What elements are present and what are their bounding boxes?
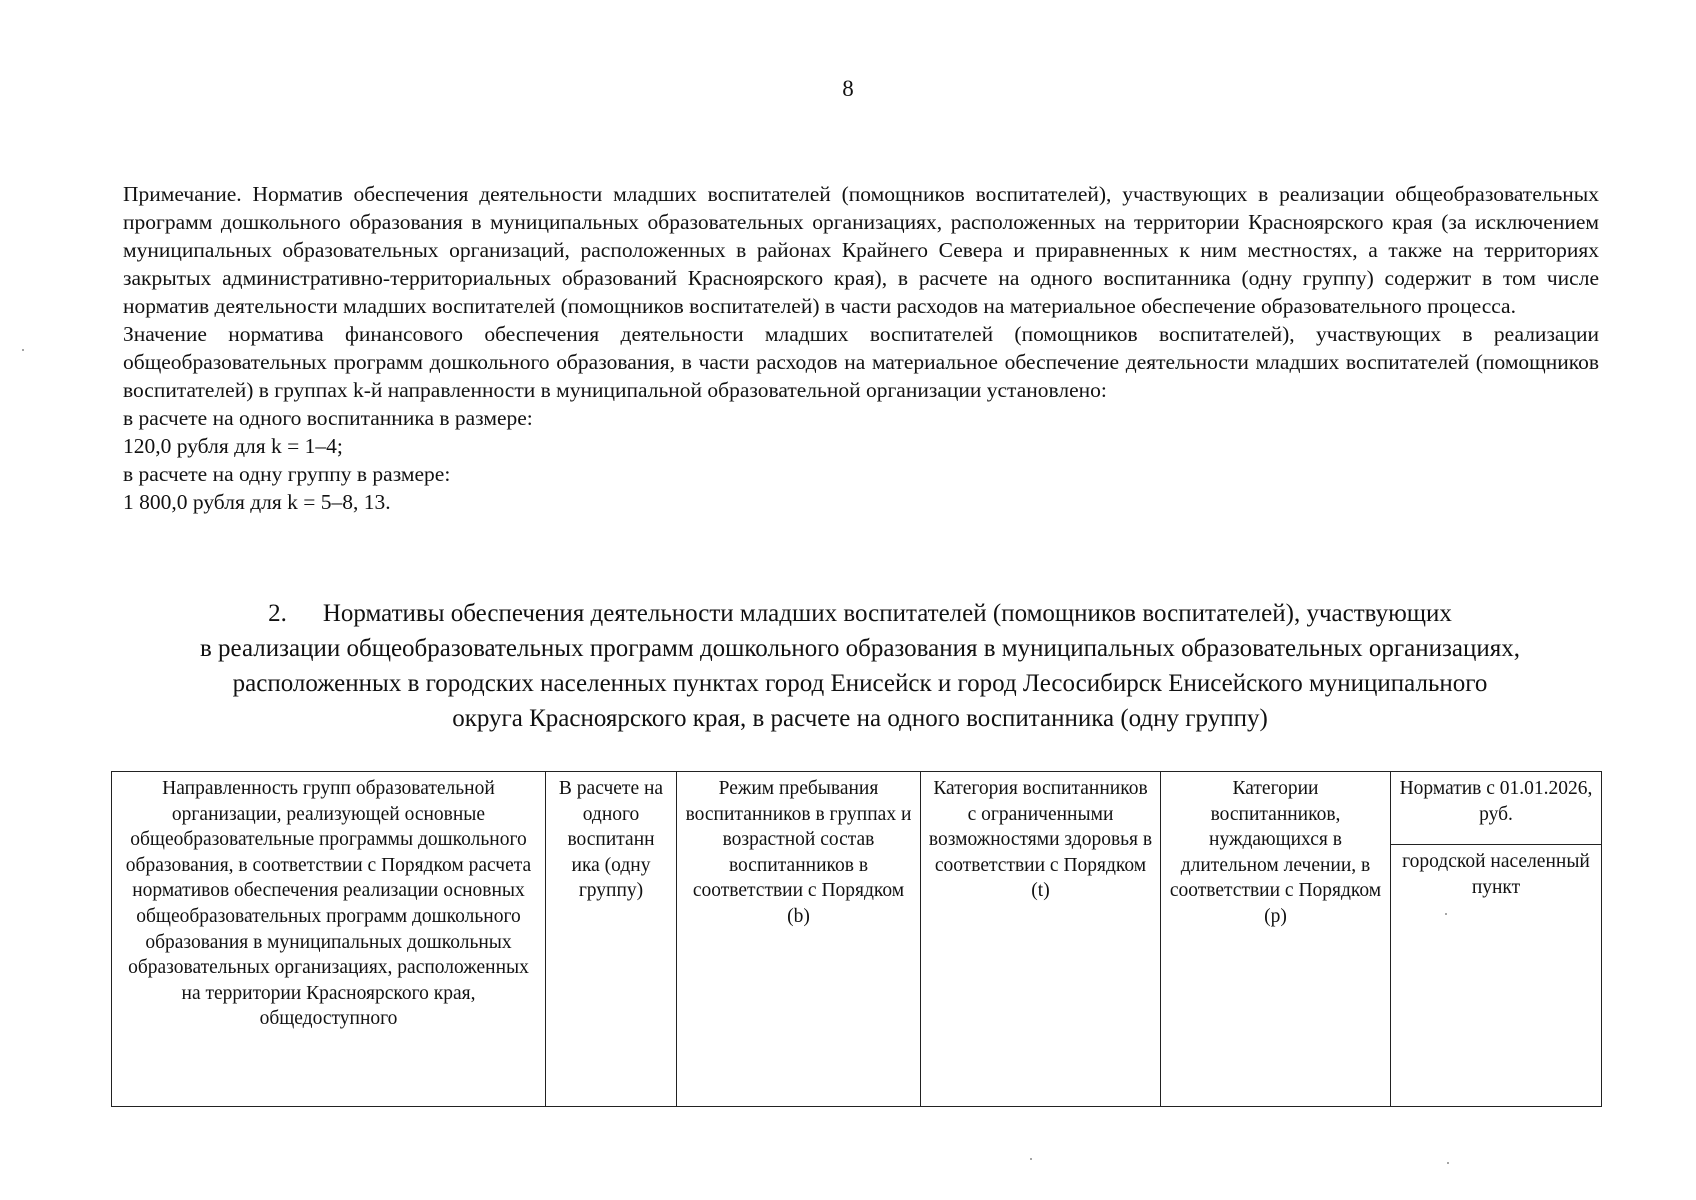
section-title-line-1 <box>110 596 1610 631</box>
header-per-unit: В расчете на одного воспитанн ика (одну группу) <box>546 772 677 1107</box>
page-number: 8 <box>842 76 854 101</box>
note-block <box>123 180 1599 516</box>
header-health-category: Категория воспитанников с ограниченными возможностями здоровья в соответствии с Порядком (t) <box>921 772 1161 1107</box>
header-direction: Направленность групп образовательной организации, реализующей основные общеобразовательные программы дошкольного образования, в соответствии с Порядком расчета нормативов обеспечения реализации основных общеобразовательных программ дошкольного образования в муниципальных дошкольных образовательных организациях, расположенных на территории Красноярского края, общедоступного <box>112 772 546 1107</box>
section-number: 2. <box>268 600 287 627</box>
header-stay-mode: Режим пребывания воспитанников в группах и возрастной состав воспитанников в соответствии с Порядком (b) <box>677 772 921 1107</box>
section-title-text-1: Нормативы обеспечения деятельности младших воспитателей (помощников воспитателей), участвующих <box>322 600 1452 627</box>
norm-table <box>111 771 1602 1107</box>
note-paragraph: Примечание. Норматив обеспечения деятельности младших воспитателей (помощников воспитателей), участвующих в реализации общеобразовательных программ дошкольного образования в муниципальных образовательных организациях, расположенных на территории Красноярского края (за исключением муниципальных образовательных организаций, расположенных в районах Крайнего Севера и приравненных к ним местностях, а также на территориях закрытых административно-территориальных образований Красноярского края), в расчете на одного воспитанника (одну группу) содержит в том числе норматив деятельности младших воспитателей (помощников воспитателей) в части расходов на материальное обеспечение образовательного процесса. <box>123 182 1599 318</box>
per-group-value: 1 800,0 рубля для k = 5–8, 13. <box>123 490 391 514</box>
header-treatment-category: Категории воспитанников, нуждающихся в длительном лечении, в соответствии с Порядком (p) <box>1161 772 1391 1107</box>
norm-value-paragraph: Значение норматива финансового обеспечения деятельности младших воспитателей (помощников воспитателей), участвующих в реализации общеобразовательных программ дошкольного образования, в части расходов на материальное обеспечение деятельности младших воспитателей (помощников воспитателей) в группах k-й направленности в муниципальной образовательной организации установлено: <box>123 322 1599 402</box>
section-title <box>110 596 1610 736</box>
scan-speck <box>1447 1162 1449 1164</box>
header-norm: Норматив с 01.01.2026, руб. <box>1391 772 1602 845</box>
per-group-label: в расчете на одну группу в размере: <box>123 462 451 486</box>
per-child-label: в расчете на одного воспитанника в размере: <box>123 406 533 430</box>
scan-speck <box>1445 913 1447 915</box>
scan-speck <box>1030 1158 1032 1160</box>
scan-speck <box>22 349 24 351</box>
section-title-line-4: округа Красноярского края, в расчете на одного воспитанника (одну группу) <box>452 705 1268 732</box>
section-title-line-2: в реализации общеобразовательных программ дошкольного образования в муниципальных образовательных организациях, <box>199 635 1520 662</box>
header-urban-settlement: городской населенный пункт <box>1391 845 1602 1107</box>
per-child-value: 120,0 рубля для k = 1–4; <box>123 434 343 458</box>
section-title-line-3: расположенных в городских населенных пунктах город Енисейск и город Лесосибирск Енисейского муниципального <box>232 670 1488 697</box>
table-header-row <box>112 772 1602 845</box>
